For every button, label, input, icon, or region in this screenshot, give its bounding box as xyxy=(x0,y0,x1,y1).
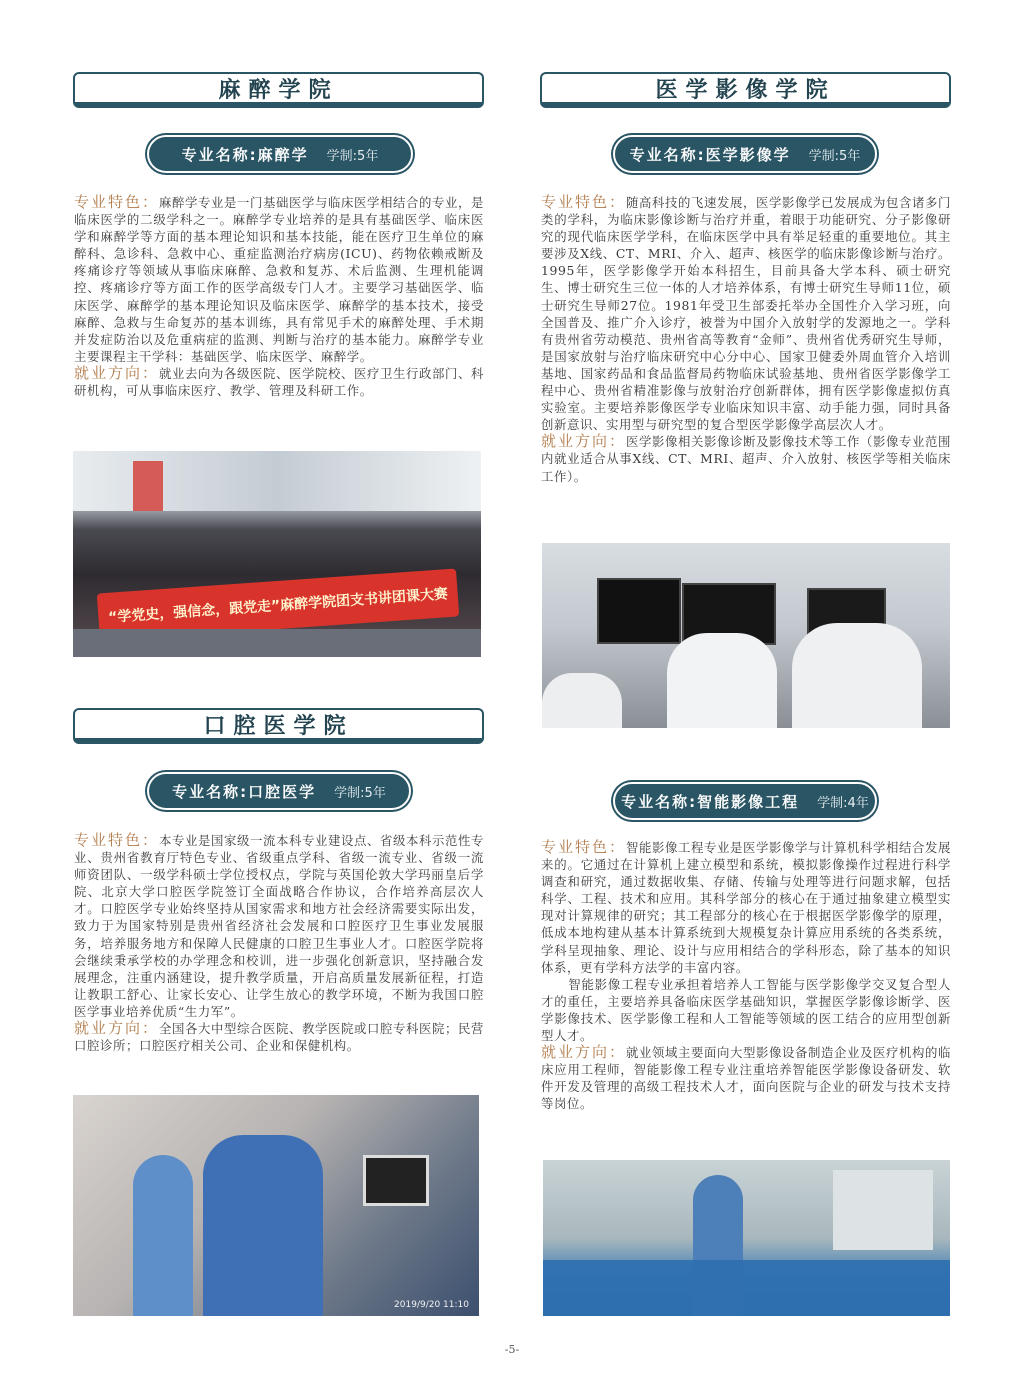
major-duration: 学制:5年 xyxy=(326,148,379,164)
major-description-intelligent-imaging xyxy=(541,839,951,1113)
major-name: 专业名称:智能影像工程 xyxy=(621,792,800,811)
major-title-medical-imaging xyxy=(613,135,877,173)
major-duration: 学制:5年 xyxy=(808,148,861,164)
college-header-anesthesiology: 麻醉学院 xyxy=(73,72,484,108)
career-label: 就业方向： xyxy=(541,432,627,451)
career-text: 就业去向为各级医院、医学院校、医疗卫生行政部门、科研机构，可从事临床医疗、教学、管理及科研工作。 xyxy=(74,365,484,399)
photo-dental-training xyxy=(73,1095,479,1316)
career-label: 就业方向： xyxy=(74,1019,160,1038)
major-duration: 学制:4年 xyxy=(817,795,869,811)
major-title-intelligent-imaging xyxy=(613,782,877,820)
feature-text: 随高科技的飞速发展，医学影像学已发展成为包含诸多门类的学科，为临床影像诊断与治疗并重，着眼于功能研究、分子影像研究的现代临床医学学科，在临床医学中具有举足轻重的重要地位。其主要涉及X线、CT、MRI、介入、超声、核医学的临床影像诊断与治疗。1995年，医学影像学开始本科招生，目前具备大学本科、硕士研究生、博士研究生三位一体的人才培养体系，有博士研究生导师11位，硕士研究生导师27位。1981年受卫生部委托举办全国性介入学习班，向全国普及、推广介入诊疗，被誉为中国介入放射学的发源地之一。学科有贵州省劳动模范、贵州省高等教育“金师”、贵州省优秀研究生导师，是国家放射与治疗临床研究中心分中心、国家卫健委外周血管介入培训基地、国家药品和食品监督局药物临床试验基地、贵州省医学影像学工程中心、贵州省精准影像与放射治疗创新群体，拥有医学影像虚拟仿真实验室。主要培养影像医学专业临床知识丰富、动手能力强，同时具备创新意识、实用型与研究型的复合型医学影像学高层次人才。 xyxy=(541,195,951,433)
major-title-stomatology xyxy=(147,772,411,810)
career-label: 就业方向： xyxy=(541,1043,627,1062)
feature-text: 智能影像工程专业是医学影像学与计算机科学相结合发展来的。它通过在计算机上建立模型和系统，模拟影像操作过程进行科学调查和研究，通过数据收集、存储、传输与处理等进行问题求解，包括科学、工程、技术和应用。其科学部分的核心在于通过抽象建立模型实现对计算规律的研究；其工程部分的核心在于根据医学影像学的原理，低成本地构建从基本计算系统到大规模复杂计算应用系统的各类系统，学科呈现抽象、理论、设计与应用相结合的学科形态，除了基本的知识体系，更有学科方法学的丰富内容。 xyxy=(541,840,951,975)
photo-imaging-workstation xyxy=(542,543,950,728)
major-description-medical-imaging xyxy=(541,194,951,485)
major-name: 专业名称:麻醉学 xyxy=(181,145,309,164)
career-text: 就业领域主要面向大型影像设备制造企业及医疗机构的临床应用工程师，智能影像工程专业注重培养智能医学影像设备研发、软件开发及管理的高级工程技术人才，面向医院与企业的研发与技术支持等岗位。 xyxy=(541,1045,951,1112)
major-duration: 学制:5年 xyxy=(334,785,386,801)
feature-text-2: 智能影像工程专业承担着培养人工智能与医学影像学交叉复合型人才的重任，主要培养具备临床医学基础知识，掌握医学影像诊断学、医学影像技术、医学影像工程和人工智能等领域的医工结合的应用型创新型人才。 xyxy=(541,976,951,1044)
page-number: -5- xyxy=(504,1343,520,1356)
feature-label: 专业特色： xyxy=(541,838,627,856)
college-header-medical-imaging: 医学影像学院 xyxy=(540,72,951,108)
major-title-anesthesiology xyxy=(147,135,413,173)
photo-anesthesiology-group xyxy=(73,451,481,657)
major-description-stomatology xyxy=(74,832,484,1054)
feature-label: 专业特色： xyxy=(74,831,160,849)
photo-interventional-room xyxy=(543,1160,950,1316)
photo-banner-text: “学党史，强信念，跟党走”麻醉学院团支书讲团课大赛 xyxy=(107,586,449,626)
college-header-stomatology: 口腔医学院 xyxy=(73,708,484,744)
major-name: 专业名称:医学影像学 xyxy=(629,145,791,164)
major-description-anesthesiology xyxy=(74,194,484,399)
photo-timestamp: 2019/9/20 11:10 xyxy=(394,1300,469,1310)
feature-label: 专业特色： xyxy=(74,193,160,211)
major-name: 专业名称:口腔医学 xyxy=(172,782,317,801)
career-text: 全国各大中型综合医院、教学医院或口腔专科医院；民营口腔诊所；口腔医疗相关公司、企业和保健机构。 xyxy=(74,1021,484,1054)
career-label: 就业方向： xyxy=(74,363,160,382)
career-text: 医学影像相关影像诊断及影像技术等工作（影像专业范围内就业适合从事X线、CT、MRI、超声、介入放射、核医学等相关临床工作）。 xyxy=(541,434,951,484)
feature-text: 本专业是国家级一流本科专业建设点、省级本科示范性专业、贵州省教育厅特色专业、省级重点学科、省级一流专业、省级一流师资团队、一级学科硕士学位授权点，学院与英国伦敦大学玛丽皇后学院、北京大学口腔医学院签订全面战略合作协议，合作培养高层次人才。口腔医学专业始终坚持从国家需求和地方社会经济需要实际出发，致力于为国家特别是贵州省经济社会发展和口腔医疗卫生事业发展服务，培养服务地方和保障人民健康的口腔卫生事业人才。口腔医学院将会继续秉承学校的办学理念和校训，进一步强化创新意识，坚持融合发展理念，注重内涵建设，提升教学质量，开启高质量发展新征程，打造让教职工舒心、让家长安心、让学生放心的教学环境，不断为我国口腔医学事业培养优质“生力军”。 xyxy=(74,833,484,1019)
feature-text: 麻醉学专业是一门基础医学与临床医学相结合的专业，是临床医学的二级学科之一。麻醉学专业培养的是具有基础医学、临床医学和麻醉学等方面的基本理论知识和基本技能，能在医疗卫生单位的麻醉科、急诊科、急救中心、重症监测治疗病房(ICU)、药物依赖戒断及疼痛诊疗等领域从事临床麻醉、急救和复苏、术后监测、生理机能调控、疼痛诊疗等方面工作的医学高级专门人才。主要学习基础医学、临床医学、麻醉学的基本理论知识及临床医学、麻醉学的基本技术，接受麻醉、急救与生命复苏的基本训练，具有常见手术的麻醉处理、手术期并发症防治以及危重病症的监测、判断与治疗的基本能力。麻醉学专业主要课程主干学科：基础医学、临床医学、麻醉学。 xyxy=(74,195,484,364)
feature-label: 专业特色： xyxy=(541,193,627,211)
